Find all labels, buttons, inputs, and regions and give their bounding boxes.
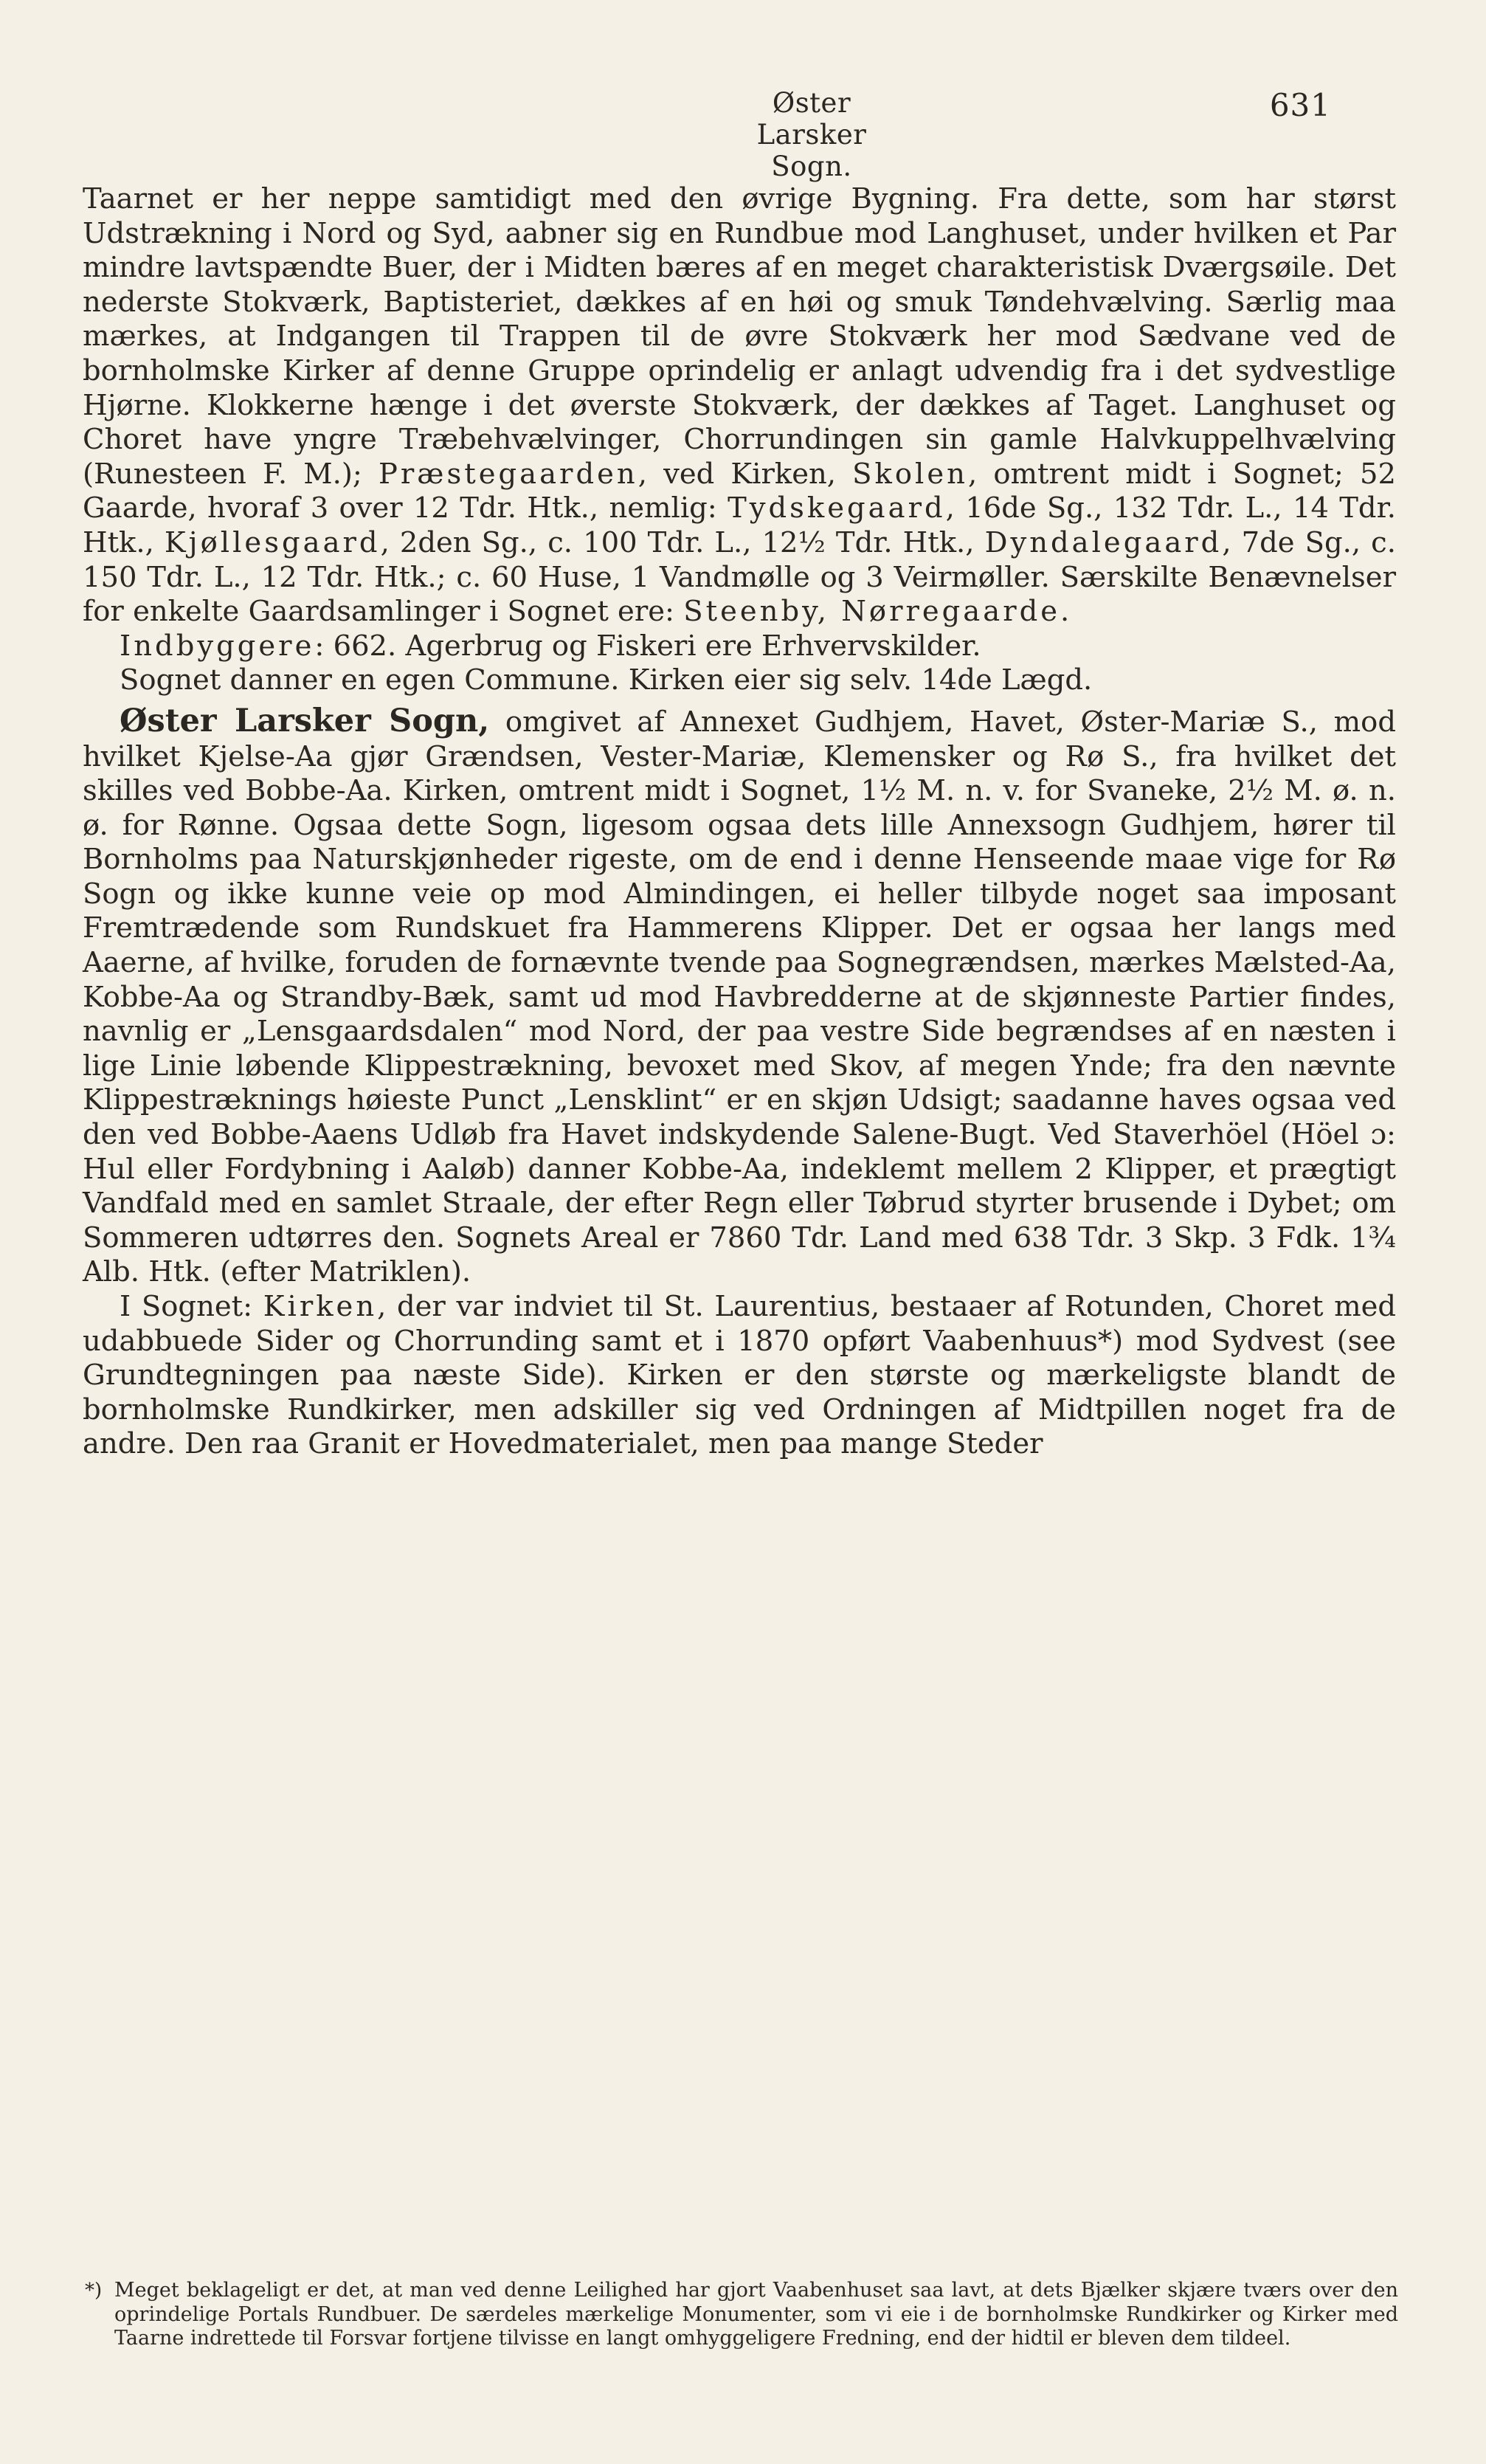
paragraph-text: Taarnet er her neppe samtidigt med den øvrige Bygning. Fra dette, som har størst Udstrækning i Nord og Syd, aabner sig en Rundbue mod Langhuset, under hvilken et Par mindre lavtspændte Buer, der i Midten bæres af en meget charakteristisk Dværgsøile. Det nederste Stokværk, Baptisteriet, dækkes af en høi og smuk Tøndehvælving. Særlig maa mærkes, at Indgangen til Trappen til de øvre Stokværk her mod Sædvane ved de bornholmske Kirker af denne Gruppe oprindelig er anlagt udvendig fra i det sydvestlige Hjørne. Klokkerne hænge i det øverste Stokværk, der dækkes af Taget. Langhuset og Choret have yngre Træbehvælvinger, Chorrundingen sin gamle Halvkuppelhvælving (Runesteen F. M.); (83, 182, 1396, 491)
page-header (0, 87, 1486, 182)
paragraph-text: , ved Kirken, (637, 457, 837, 491)
emphasis-label: Kirken (263, 1290, 378, 1323)
footnote (85, 2279, 1398, 2351)
footnote-text: Meget beklageligt er det, at man ved denne Leilighed har gjort Vaabenhuset saa lavt, at dets Bjælker skjære tværs over den oprindelige Portals Rundbuer. De særdeles mærkelige Monumenter, som vi eie i de bornholmske Rundkirker og Kirker med Taarne indrettede til Forsvar fortjene tilvisse en langt omhyggeligere Fredning, end der hidtil er bleven dem tildeel. (114, 2279, 1398, 2350)
farm-name: Dyndalegaard (984, 525, 1223, 559)
paragraph-text: , 2den Sg., c. 100 Tdr. L., 12½ Tdr. Htk., (380, 525, 975, 559)
page-number: 631 (1269, 87, 1331, 123)
paragraph-inhabitants (83, 629, 1396, 664)
paragraph-text: omgivet af Annexet Gudhjem, Havet, Øster-Mariæ S., mod hvilket Kjelse-Aa gjør Grændsen, Vester-Mariæ, Klemensker og Rø S., fra hvilket det skilles ved Bobbe-Aa. Kirken, omtrent midt i Sognet, 1½ M. n. v. for Svaneke, 2½ M. ø. n. ø. for Rønne. Ogsaa dette Sogn, ligesom ogsaa dets lille Annexsogn Gudhjem, hører til Bornholms paa Naturskjønheder rigeste, om de end i denne Henseende maae vige for Rø Sogn og ikke kunne veie op mod Almindingen, ei heller tilbyde noget saa imposant Fremtrædende som Rundskuet fra Hammerens Klipper. Det er ogsaa her langs med Aaerne, af hvilke, foruden de fornævnte tvende paa Sognegrændsen, mærkes Mælsted-Aa, Kobbe-Aa og Strandby-Bæk, samt ud mod Havbredderne at de skjønneste Partier findes, navnlig er „Lensgaardsdalen“ mod Nord, der paa vestre Side begrændses af en næsten i lige Linie løbende Klippestrækning, bevoxet med Skov, af megen Ynde; fra den nævnte Klippestræknings høieste Punct „Lensklint“ er en skjøn Udsigt; saadanne haves ogsaa ved den ved Bobbe-Aaens Udløb fra Havet indskydende Salene-Bugt. Ved Staverhöel (Höel ɔ: Hul eller Fordybning i Aaløb) danner Kobbe-Aa, indeklemt mellem 2 Klipper, et prægtigt Vandfald med en samlet Straale, der efter Regn eller Tøbrud styrter brusende i Dybet; om Sommeren udtørres den. Sognets Areal er 7860 Tdr. Land med 638 Tdr. 3 Skp. 3 Fdk. 1¾ Alb. Htk. (efter Matriklen). (83, 705, 1396, 1289)
emphasis-label: Skolen (852, 457, 968, 491)
paragraph-text: Sognet danner en egen Commune. Kirken eier sig selv. 14de Lægd. (120, 663, 1093, 697)
footnote-mark: *) (85, 2280, 103, 2302)
farm-name: Kjøllesgaard (164, 525, 381, 559)
paragraph-section (83, 704, 1396, 1290)
body-text (83, 182, 1396, 1462)
running-title: Øster Larsker Sogn. (756, 87, 867, 182)
place-names: Steenby, Nørregaarde. (683, 595, 1073, 629)
paragraph-text: , der var indviet til St. Laurentius, bestaaer af Rotunden, Choret med udabbuede Sider og Chorrunding samt et i 1870 opført Vaabenhuus*) mod Sydvest (see Grundtegningen paa næste Side). Kirken er den største og mærkeligste blandt de bornholmske Rundkirker, men adskiller sig ved Ordningen af Midtpillen noget fra de andre. Den raa Granit er Hovedmaterialet, men paa mange Steder (83, 1290, 1397, 1461)
paragraph-church (83, 1290, 1396, 1462)
emphasis-label: Indbyggere (120, 629, 315, 663)
farm-name: Tydskegaard (728, 491, 946, 525)
paragraph-text: I Sognet: (120, 1290, 253, 1323)
paragraph-text: : 662. Agerbrug og Fiskeri ere Erhvervskilder. (314, 629, 981, 663)
paragraph-commune (83, 663, 1396, 698)
section-heading: Øster Larsker Sogn, (120, 702, 490, 739)
paragraph-tower (83, 182, 1396, 629)
paragraph-text: , 16de Sg., 132 Tdr. L., 14 Tdr. Htk., (83, 491, 1396, 559)
paragraph-text: , 7de Sg., c. 150 Tdr. L., 12 Tdr. Htk.; c. 60 Huse, 1 Vandmølle og 3 Veirmøller. Særskilte Benævnelser for enkelte Gaardsamlinger i Sognet ere: (83, 525, 1396, 629)
paragraph-text: , omtrent midt i Sognet; 52 Gaarde, hvoraf 3 over 12 Tdr. Htk., nemlig: (83, 457, 1396, 525)
emphasis-label: Præstegaarden (379, 457, 638, 491)
